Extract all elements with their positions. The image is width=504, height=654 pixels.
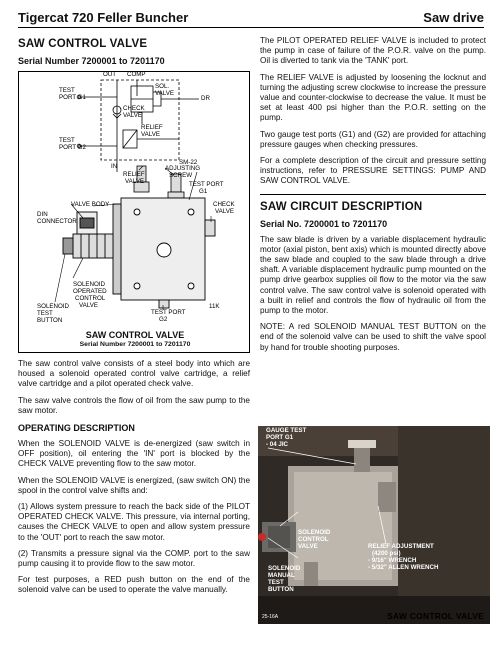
photo-ref-label: 25-16A	[262, 614, 279, 620]
photo-solenoid-label-3: VALVE	[298, 543, 318, 550]
section-name: Saw drive	[423, 10, 484, 25]
diagram-ref-label: 11K	[209, 303, 220, 310]
saw-circuit-paragraph: The saw blade is driven by a variable displacement hydraulic motor (axial piston, bent axis) which is mounted directly above the saw blade and coupled to the saw blade through a drive shaft. A variable displacement hydraulic pump mounted on the pump drive gearbox supplies oil flow to the motor via the saw control valve. The saw control valve is solenoid operated with a built in relief and controls the flow of hydraulic oil from the pump to the motor.	[260, 234, 486, 316]
valve-purpose-paragraph: The saw valve controls the flow of oil from the saw pump to the saw motor.	[18, 395, 250, 415]
test-port-g1-label-2: PORT G1	[59, 94, 86, 101]
de-energized-paragraph: When the SOLENOID VALVE is de-energized (saw switch in OFF position), oil entering the 'IN' port is blocked by the CHECK VALVE preventing flow to the saw motor.	[18, 439, 250, 469]
photo-solenoid-label-2: CONTROL	[298, 536, 329, 543]
diagram-caption-serial: Serial Number 7200001 to 7201170	[79, 341, 191, 348]
solenoid-test-button-label-3: BUTTON	[37, 317, 63, 324]
step-1-paragraph: (1) Allows system pressure to reach the back side of the PILOT OPERATED CHECK VALVE. This pressure, via internal porting, causes the CHECK VALVE to open and allow system pressure to the 'OUT' port to reach the saw motor.	[18, 502, 250, 542]
photo-relief-label: RELIEF ADJUSTMENT	[368, 543, 434, 550]
relief-adjust-paragraph: The RELIEF VALVE is adjusted by loosening the locknut and turning the adjusting screw clockwise to increase the pressure value and counter-clockwise to decrease the value. It must be set at least 400 psi higher than the P.O.R. setting on the pump.	[260, 72, 486, 123]
manual-test-note-paragraph: NOTE: A red SOLENOID MANUAL TEST BUTTON on the end of the solenoid valve can be used to shift the valve spool by hand for trouble shooting purposes.	[260, 322, 486, 352]
saw-control-valve-diagram	[18, 71, 250, 353]
energized-paragraph: When the SOLENOID VALVE is energized, (saw switch ON) the spool in the control valve shifts and:	[18, 475, 250, 495]
out-port-label: OUT	[103, 71, 117, 78]
schematic-ref-label: SM-22	[179, 159, 198, 166]
saw-control-valve-photo	[258, 426, 490, 624]
photo-manual-label: SOLENOID	[268, 565, 301, 572]
diagram-caption: SAW CONTROL VALVE	[85, 330, 185, 340]
test-port-g1-body-label-2: G1	[199, 188, 208, 195]
photo-manual-label-2: MANUAL	[268, 572, 295, 579]
photo-relief-label-3: - 9/16" WRENCH	[368, 557, 417, 564]
check-valve-label: CHECK	[213, 201, 235, 208]
photo-relief-label-2: (4200 psi)	[372, 550, 401, 557]
step-2-paragraph: (2) Transmits a pressure signal via the COMP. port to the saw pump causing it to provide flow to the saw motor.	[18, 548, 250, 569]
left-column	[18, 34, 250, 596]
in-port-label: IN	[111, 163, 118, 170]
check-valve-label-2: VALVE	[215, 208, 235, 215]
page-header	[18, 8, 484, 28]
test-port-g2-label: TEST	[59, 137, 75, 144]
sol-valve-label-2: VALVE	[155, 90, 175, 97]
valve-body-drawing	[113, 198, 215, 308]
solenoid-operated-valve-label-4: VALVE	[79, 302, 99, 309]
test-port-g2-body-label: TEST PORT	[151, 309, 186, 316]
check-valve-schematic-label: CHECK	[123, 105, 145, 112]
din-connector-label: DIN	[37, 211, 48, 218]
photo-gauge-label-3: - 04 JIC	[266, 441, 289, 448]
test-port-g2-body-label-2: G2	[159, 316, 168, 323]
saw-control-valve-title: SAW CONTROL VALVE	[18, 38, 148, 50]
relief-valve-label-2: VALVE	[125, 178, 145, 185]
adjusting-screw-label-2: SCREW	[169, 172, 193, 179]
serial-range: Serial Number 7200001 to 7201170	[18, 56, 165, 66]
solenoid-test-button-label: SOLENOID	[37, 303, 69, 310]
operating-description-title: OPERATING DESCRIPTION	[18, 423, 135, 434]
relief-valve-schematic-label-2: VALVE	[141, 131, 161, 138]
sol-valve-label: SOL.	[155, 83, 170, 90]
test-button-paragraph: For test purposes, a RED push button on the end of the solenoid valve can be used to operate the valve manually.	[18, 575, 250, 595]
solenoid-operated-valve-label: SOLENOID	[73, 281, 105, 288]
pressure-settings-reference-paragraph: For a complete description of the circuit and pressure setting instructions, refer to PRESSURE SETTINGS: PUMP AND SAW CONTROL VALVE.	[260, 156, 486, 186]
photo-solenoid-label: SOLENOID	[298, 529, 331, 536]
solenoid-operated-valve-label-2: OPERATED	[73, 288, 107, 295]
photo-manual-label-4: BUTTON	[268, 586, 294, 593]
test-port-g1-label: TEST	[59, 87, 75, 94]
check-valve-schematic-label-2: VALVE	[123, 112, 143, 119]
test-port-g1-body-label: TEST PORT	[189, 181, 224, 188]
relief-valve-label: RELIEF	[123, 171, 145, 178]
manual-title: Tigercat 720 Feller Buncher	[18, 10, 189, 25]
solenoid-test-button-label-2: TEST	[37, 310, 53, 317]
test-port-g2-label-2: PORT G2	[59, 144, 86, 151]
photo-gauge-label: GAUGE TEST	[266, 427, 307, 434]
valve-components-paragraph: The saw control valve consists of a steel body into which are housed a solenoid operated control valve cartridge, a relief valve cartridge and a pilot operated check valve.	[18, 359, 250, 389]
photo-drawing	[258, 426, 490, 624]
right-column	[260, 34, 486, 353]
photo-manual-label-3: TEST	[268, 579, 284, 586]
comp-port-label: COMP	[127, 71, 146, 78]
gauge-ports-paragraph: Two gauge test ports (G1) and (G2) are provided for attaching pressure gauges when checking pressures.	[260, 129, 486, 149]
photo-caption: SAW CONTROL VALVE	[387, 611, 484, 621]
photo-gauge-label-2: PORT G1	[266, 434, 294, 441]
drain-port-label: DR	[201, 95, 210, 102]
solenoid-operated-valve-label-3: CONTROL	[75, 295, 106, 302]
saw-circuit-title: SAW CIRCUIT DESCRIPTION	[260, 200, 423, 213]
valve-body-label: VALVE BODY	[71, 201, 110, 208]
din-connector-label-2: CONNECTOR	[37, 218, 77, 225]
photo-relief-label-4: - 5/32" ALLEN WRENCH	[368, 564, 439, 571]
section-divider	[260, 187, 486, 195]
circuit-serial-range: Serial No. 7200001 to 7201170	[260, 218, 388, 229]
adjusting-screw-label: ADJUSTING	[165, 165, 201, 172]
relief-valve-schematic-label: RELIEF	[141, 124, 163, 131]
pilot-relief-paragraph: The PILOT OPERATED RELIEF VALVE is included to protect the pump in case of failure of the P.O.R. valve on the pump. Oil is diverted to tank via the 'TANK' port.	[260, 36, 486, 66]
